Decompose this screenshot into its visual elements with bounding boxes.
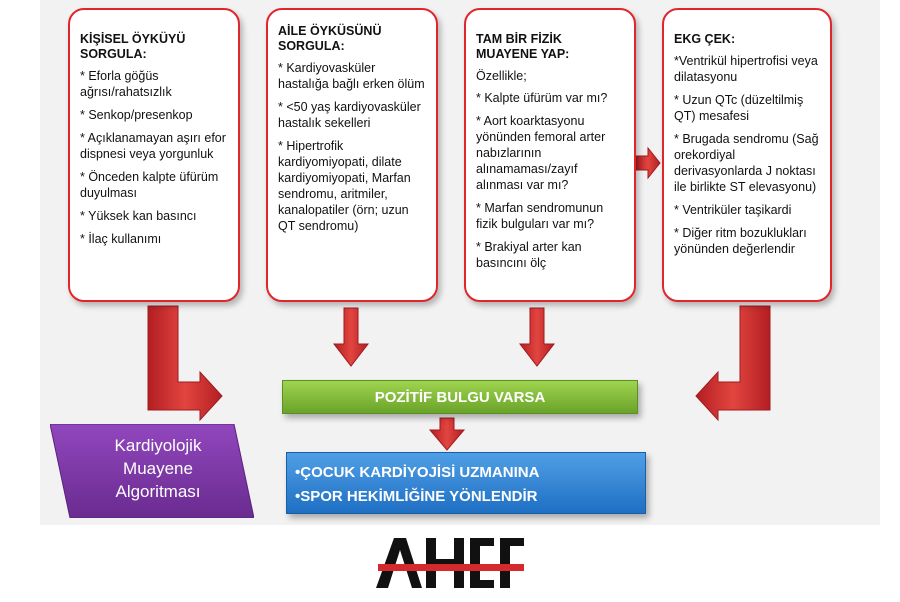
list-item: * Marfan sendromunun fizik bulguları var mı? xyxy=(476,201,604,231)
ahef-logo xyxy=(376,534,526,590)
list-item: * Açıklanamayan aşırı efor dispnesi veya yorgunluk xyxy=(80,131,226,161)
list-item: * Aort koarktasyonu yönünden femoral arter nabızlarının alınamaması/zayıf alınması var mı? xyxy=(476,114,606,192)
arrow-down-center xyxy=(430,418,464,450)
arrow-right-bend xyxy=(696,306,770,420)
family-history-box xyxy=(266,8,438,302)
list-item: * Uzun QTc (düzeltilmiş QT) mesafesi xyxy=(674,93,804,123)
arrow-down-3 xyxy=(520,308,554,366)
list-item: * Yüksek kan basıncı xyxy=(80,209,197,223)
box-intro: Özellikle; xyxy=(476,69,527,83)
physical-exam-box xyxy=(464,8,636,302)
list-item: * Kalpte üfürüm var mı? xyxy=(476,91,608,105)
list-item: * <50 yaş kardiyovasküler hastalık sekelleri xyxy=(278,100,421,130)
personal-history-box xyxy=(68,8,240,302)
algorithm-label xyxy=(78,434,238,503)
list-item: * Ventriküler taşikardi xyxy=(674,203,792,217)
box-title: KİŞİSEL ÖYKÜYÜ SORGULA: xyxy=(80,32,186,61)
list-item: * Önceden kalpte üfürüm duyulması xyxy=(80,170,219,200)
arrow-right-connector xyxy=(636,148,660,178)
list-item: * İlaç kullanımı xyxy=(80,232,162,246)
positive-finding-bar xyxy=(282,380,638,414)
algorithm-label-line: Muayene xyxy=(123,459,193,478)
algorithm-label-line: Kardiyolojik xyxy=(114,436,202,455)
positive-finding-label: POZİTİF BULGU VARSA xyxy=(374,388,546,406)
list-item: * Senkop/presenkop xyxy=(80,108,193,122)
list-item: * Eforla göğüs ağrısı/rahatsızlık xyxy=(80,69,172,99)
referral-box xyxy=(286,452,646,514)
arrow-down-2 xyxy=(334,308,368,366)
referral-line: •ÇOCUK KARDİYOJİSİ UZMANINA xyxy=(295,464,540,481)
list-item: * Diğer ritm bozuklukları yönünden değerlendir xyxy=(674,226,807,256)
box-title: EKG ÇEK: xyxy=(674,32,736,46)
list-item: * Brugada sendromu (Sağ orekordiyal derivasyonlarda J noktası ile birlikte ST elevasyonu) xyxy=(674,132,819,194)
ecg-box xyxy=(662,8,832,302)
box-title: AİLE ÖYKÜSÜNÜ SORGULA: xyxy=(278,24,382,53)
list-item: * Kardiyovasküler hastalığa bağlı erken ölüm xyxy=(278,61,425,91)
referral-line: •SPOR HEKİMLİĞİNE YÖNLENDİR xyxy=(295,488,538,505)
list-item: * Hipertrofik kardiyomiyopati, dilate kardiyomiyopati, Marfan sendromu, aritmiler, kanalopatiler (örn; uzun QT sendromu) xyxy=(278,139,411,233)
arrow-left-bend xyxy=(148,306,222,420)
list-item: *Ventrikül hipertrofisi veya dilatasyonu xyxy=(674,54,818,84)
list-item: * Brakiyal arter kan basıncını ölç xyxy=(476,240,582,270)
box-title: TAM BİR FİZİK MUAYENE YAP: xyxy=(476,32,570,61)
algorithm-label-line: Algoritması xyxy=(115,482,201,501)
